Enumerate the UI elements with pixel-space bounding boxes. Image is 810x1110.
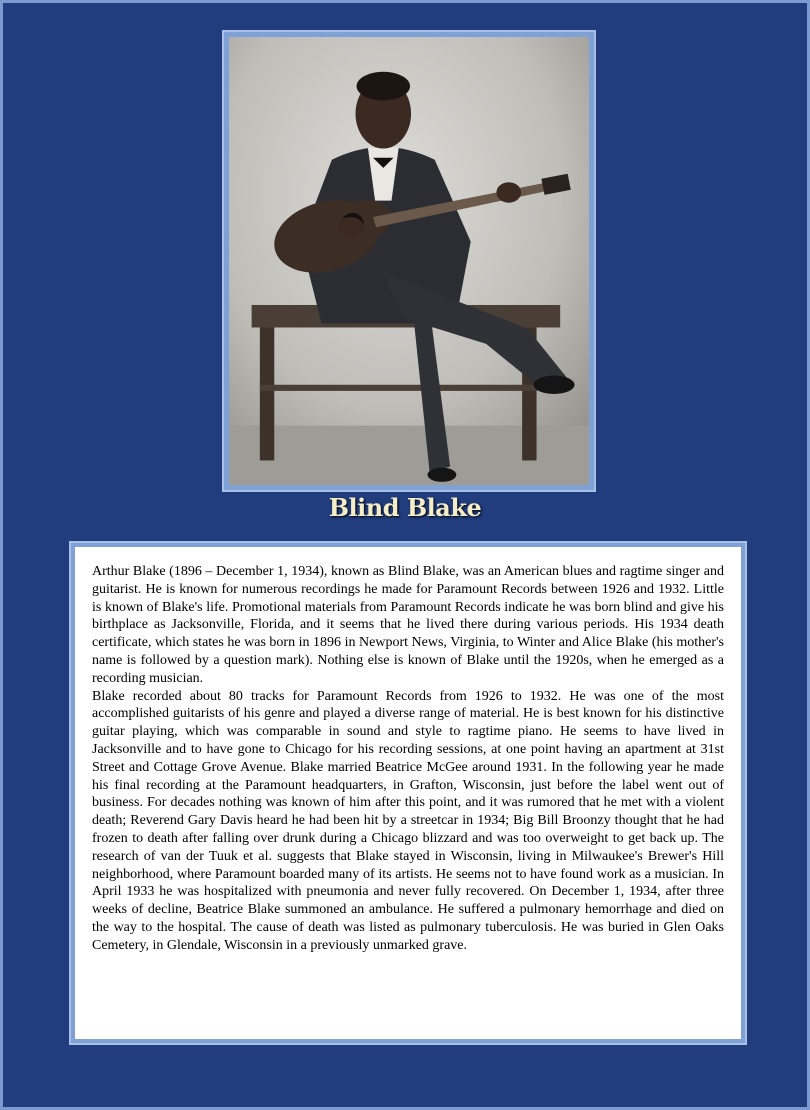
text-frame	[69, 541, 747, 1045]
portrait-illustration	[229, 37, 589, 485]
page-title: Blind Blake	[328, 493, 482, 522]
paragraph-career: Blake recorded about 80 tracks for Paramount Records from 1926 to 1932. He was one of the most accomplished guitarists of his genre and played a diverse range of material. He is best known for his distinctive guitar playing, which was comparable in sound and style to ragtime piano. He seems to have lived in Jacksonville and to have gone to Chicago for his recording sessions, at one point having an apartment at 31st Street and Cottage Grove Avenue. Blake married Beatrice McGee around 1931. In the following year he made his final recording at the Paramount headquarters, in Grafton, Wisconsin, just before the label went out of business. For decades nothing was known of him after this point, and it was rumored that he met with a violent death; Reverend Gary Davis heard he had been hit by a streetcar in 1934; Big Bill Broonzy thought that he had frozen to death after falling over drunk during a Chicago blizzard and was too overweight to get back up. The research of van der Tuuk et al. suggests that Blake stayed in Wisconsin, living in Milwaukee's Brewer's Hill neighborhood, where Paramount boarded many of its artists. He seems not to have found work as a musician. In April 1933 he was hospitalized with pneumonia and never fully recovered. On December 1, 1934, after three weeks of decline, Beatrice Blake summoned an ambulance. He suffered a pulmonary hemorrhage and died on the way to the hospital. The cause of death was listed as pulmonary tuberculosis. He was buried in Glen Oaks Cemetery, in Glendale, Wisconsin in a previously unmarked grave.	[92, 688, 724, 953]
paragraph-early-life: Arthur Blake (1896 – December 1, 1934), known as Blind Blake, was an American blues and ragtime singer and guitarist. He is known for numerous recordings he made for Paramount Records between 1926 and 1932. Little is known of Blake's life. Promotional materials from Paramount Records indicate he was born blind and give his birthplace as Jacksonville, Florida, and it seems that he lived there during various periods. His 1934 death certificate, which states he was born in 1896 in Newport News, Virginia, to Winter and Alice Blake (his mother's name is followed by a question mark). Nothing else is known of Blake until the 1920s, when he emerged as a recording musician.	[92, 564, 724, 686]
biography-text	[75, 547, 741, 1039]
photo-frame	[222, 30, 596, 492]
portrait-photo	[229, 37, 589, 485]
